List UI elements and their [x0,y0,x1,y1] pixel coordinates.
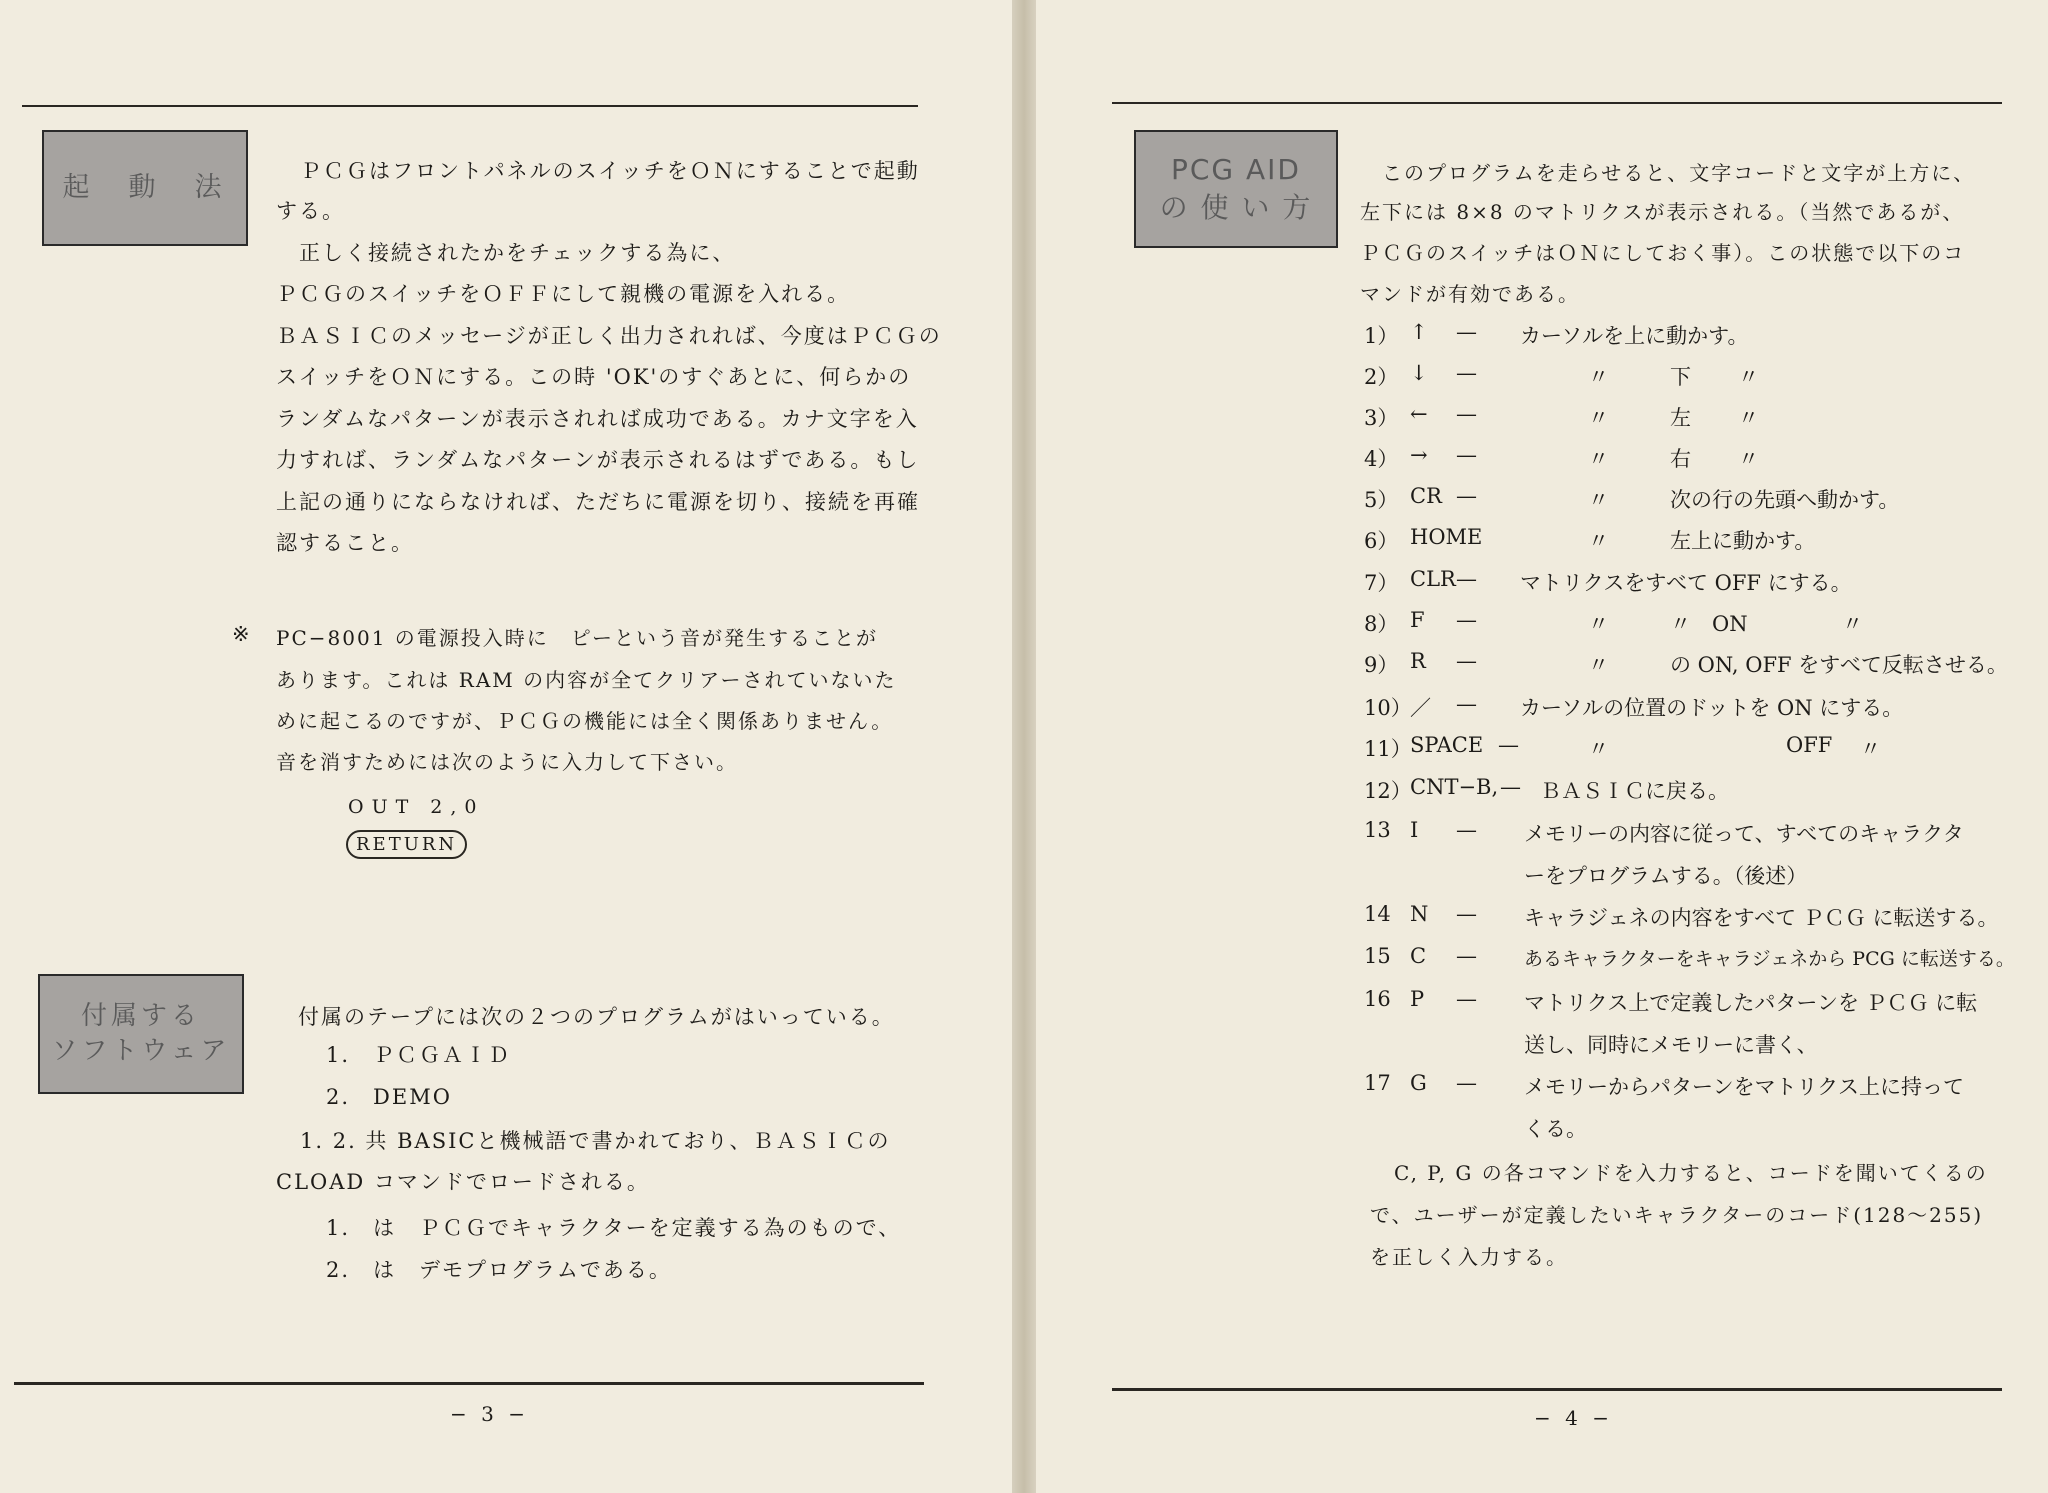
text-line: する。 [276,199,345,223]
command-desc: メモリーの内容に従って、すべてのキャラクタ [1524,822,1964,846]
command-number: 11） [1364,737,1412,761]
command-ditto: 〃 [1842,612,1863,636]
heading-startup [42,130,248,246]
command-dash: — [1456,1071,1477,1095]
command-key: HOME [1410,525,1483,549]
command-ditto: 〃 [1738,447,1759,471]
command-dash: — [1456,902,1477,926]
command-number: 7） [1364,571,1399,595]
text-line: 音を消すためには次のように入力して下さい。 [276,750,738,774]
page-number: − 3 − [450,1402,529,1426]
text-line: 認すること。 [276,531,414,555]
text-line: 左下には 8×8 のマトリクスが表示される。（当然であるが、 [1360,200,1965,224]
command-number: 10） [1364,696,1412,720]
command-dash: — [1456,402,1477,426]
command-number: 9） [1364,653,1399,677]
heading-startup-text: 起 動 法 [62,171,228,203]
command-dash: — [1498,733,1519,757]
command-dash: — [1456,608,1477,632]
text-line: 正しく接続されたかをチェックする為に、 [276,241,736,265]
command-desc: 送し、同時にメモリーに書く、 [1524,1033,1818,1057]
command-desc: ーをプログラムする。（後述） [1524,864,1808,888]
text-line: このプログラムを走らせると、文字コードと文字が上方に、 [1382,161,1976,185]
command-number: 13 [1364,818,1391,842]
command-number: 2） [1364,365,1399,389]
command-key: R [1410,649,1426,673]
command-number: 8） [1364,612,1399,636]
command-desc: カーソルの位置のドットを ON にする。 [1520,696,1904,720]
command-ditto: 〃 [1588,406,1609,430]
command-desc: マトリクスをすべて OFF にする。 [1520,571,1852,595]
command-number: 17 [1364,1071,1391,1095]
text-line: 2. は デモプログラムである。 [326,1258,672,1282]
page-number: − 4 − [1534,1406,1613,1430]
command-ditto: 〃 [1738,365,1759,389]
command-key: → [1410,443,1428,467]
command-dash: — [1456,944,1477,968]
command-desc: メモリーからパターンをマトリクス上に持って [1524,1075,1964,1099]
command-ditto: 〃 [1588,447,1609,471]
text-line: 上記の通りにならなければ、ただちに電源を切り、接続を再確 [276,490,920,514]
command-ditto: 〃 [1588,612,1609,636]
command-key: I [1410,818,1419,842]
command-dash: — [1456,818,1477,842]
command-desc: キャラジェネの内容をすべて ＰＣＧ に転送する。 [1524,906,1999,930]
command-desc: あるキャラクターをキャラジェネから PCG に転送する。 [1524,948,2015,970]
text-line: ＰＣＧのスイッチをＯＦＦにして親機の電源を入れる。 [276,282,851,306]
top-rule [1112,102,2002,104]
command-number: 3） [1364,406,1399,430]
text-line: 1. ＰＣＧＡＩＤ [326,1043,512,1067]
command-ditto: 〃 [1588,737,1609,761]
command-desc: マトリクス上で定義したパターンを ＰＣＧ に転 [1524,991,1978,1015]
return-key-symbol: RETURN [346,830,467,859]
command-desc: カーソルを上に動かす。 [1520,324,1749,348]
left-page [0,0,1012,1493]
heading-pcg-aid [1134,130,1338,248]
command-key: N [1410,902,1429,926]
page-gutter [1012,0,1036,1493]
heading-software-line: ソフトウェア [51,1036,231,1066]
command-key: ↑ [1410,320,1428,344]
command-desc: 下 [1670,365,1691,389]
heading-pcg-aid-line: の 使 い 方 [1159,191,1313,224]
command-dash: — [1456,692,1477,716]
command-desc: OFF [1786,733,1833,757]
text-line: あります。これは RAM の内容が全てクリアーされていないた [276,668,897,692]
command-ditto: 〃 [1588,529,1609,553]
text-line: ＢＡＳＩＣのメッセージが正しく出力されれば、今度はＰＣＧの [276,324,942,348]
command-ditto: 〃 [1588,365,1609,389]
command-dash: — [1456,320,1477,344]
text-line: マンドが有効である。 [1360,282,1580,306]
command-dash: — [1500,775,1521,799]
heading-software [38,974,244,1094]
command-dash: — [1456,567,1477,591]
bottom-rule [1112,1388,2002,1391]
command-number: 4） [1364,447,1399,471]
text-line: 付属のテープには次の２つのプログラムがはいっている。 [298,1005,895,1029]
command-key: G [1410,1071,1427,1095]
command-dash: — [1456,649,1477,673]
heading-software-line: 付属する [80,1000,201,1031]
text-line: ランダムなパターンが表示されれば成功である。カナ文字を入 [276,407,919,431]
top-rule [22,105,918,107]
text-line: めに起こるのですが、ＰＣＧの機能には全く関係ありません。 [276,709,894,733]
bottom-rule [14,1382,924,1385]
command-desc: 右 [1670,447,1691,471]
command-desc: 左上に動かす。 [1670,529,1816,553]
command-desc: の ON, OFF をすべて反転させる。 [1670,653,2008,677]
command-key: P [1410,987,1425,1011]
command-key: ／ [1410,696,1431,720]
text-line: CLOAD コマンドでロードされる。 [276,1170,650,1194]
command-key: C [1410,944,1427,968]
command-key: F [1410,608,1425,632]
text-line: ＰＣＧのスイッチはＯＮにしておく事）。この状態で以下のコ [1360,241,1966,265]
text-line: 2. DEMO [326,1085,452,1109]
code-line: OUT 2,0 [348,796,485,818]
command-key: CNT−B, [1410,775,1499,799]
command-dash: — [1456,484,1477,508]
command-dash: — [1456,443,1477,467]
command-number: 15 [1364,944,1391,968]
command-ditto: 〃 [1588,488,1609,512]
command-ditto: 〃 [1738,406,1759,430]
note-mark: ※ [232,622,252,646]
command-number: 6） [1364,529,1399,553]
command-dash: — [1456,987,1477,1011]
command-number: 12） [1364,779,1412,803]
command-desc: 左 [1670,406,1691,430]
command-dash: — [1456,361,1477,385]
right-page [1036,0,2048,1493]
command-key: ↓ [1410,361,1428,385]
command-ditto: 〃 [1588,653,1609,677]
command-desc: ＢＡＳＩＣに戻る。 [1540,779,1729,803]
text-line: スイッチをＯＮにする。この時 'OK'のすぐあとに、何らかの [276,365,912,389]
text-line: ＰＣＧはフロントパネルのスイッチをＯＮにすることで起動 [300,159,920,183]
command-desc: 〃 ON [1670,612,1748,636]
command-number: 14 [1364,902,1391,926]
command-number: 5） [1364,488,1399,512]
text-line: PC−8001 の電源投入時に ピーという音が発生することが [276,626,878,650]
command-number: 1） [1364,324,1399,348]
text-line: 1. 2. 共 BASICと機械語で書かれており、ＢＡＳＩＣの [300,1129,891,1153]
command-desc: 次の行の先頭へ動かす。 [1670,488,1900,512]
command-key: CR [1410,484,1442,508]
command-desc: くる。 [1524,1117,1587,1141]
command-key: SPACE [1410,733,1484,757]
command-key: ← [1410,402,1428,426]
heading-pcg-aid-line: PCG AID [1170,153,1301,187]
text-line: C, P, G の各コマンドを入力すると、コードを聞いてくるの [1394,1161,1988,1185]
text-line: で、ユーザーが定義したいキャラクターのコード(128〜255) [1370,1203,1984,1227]
command-number: 16 [1364,987,1391,1011]
command-ditto: 〃 [1860,737,1881,761]
command-key: CLR [1410,567,1456,591]
text-line: 力すれば、ランダムなパターンが表示されるはずである。もし [276,448,920,472]
text-line: 1. は ＰＣＧでキャラクターを定義する為のもので、 [326,1216,902,1240]
text-line: を正しく入力する。 [1370,1245,1568,1269]
